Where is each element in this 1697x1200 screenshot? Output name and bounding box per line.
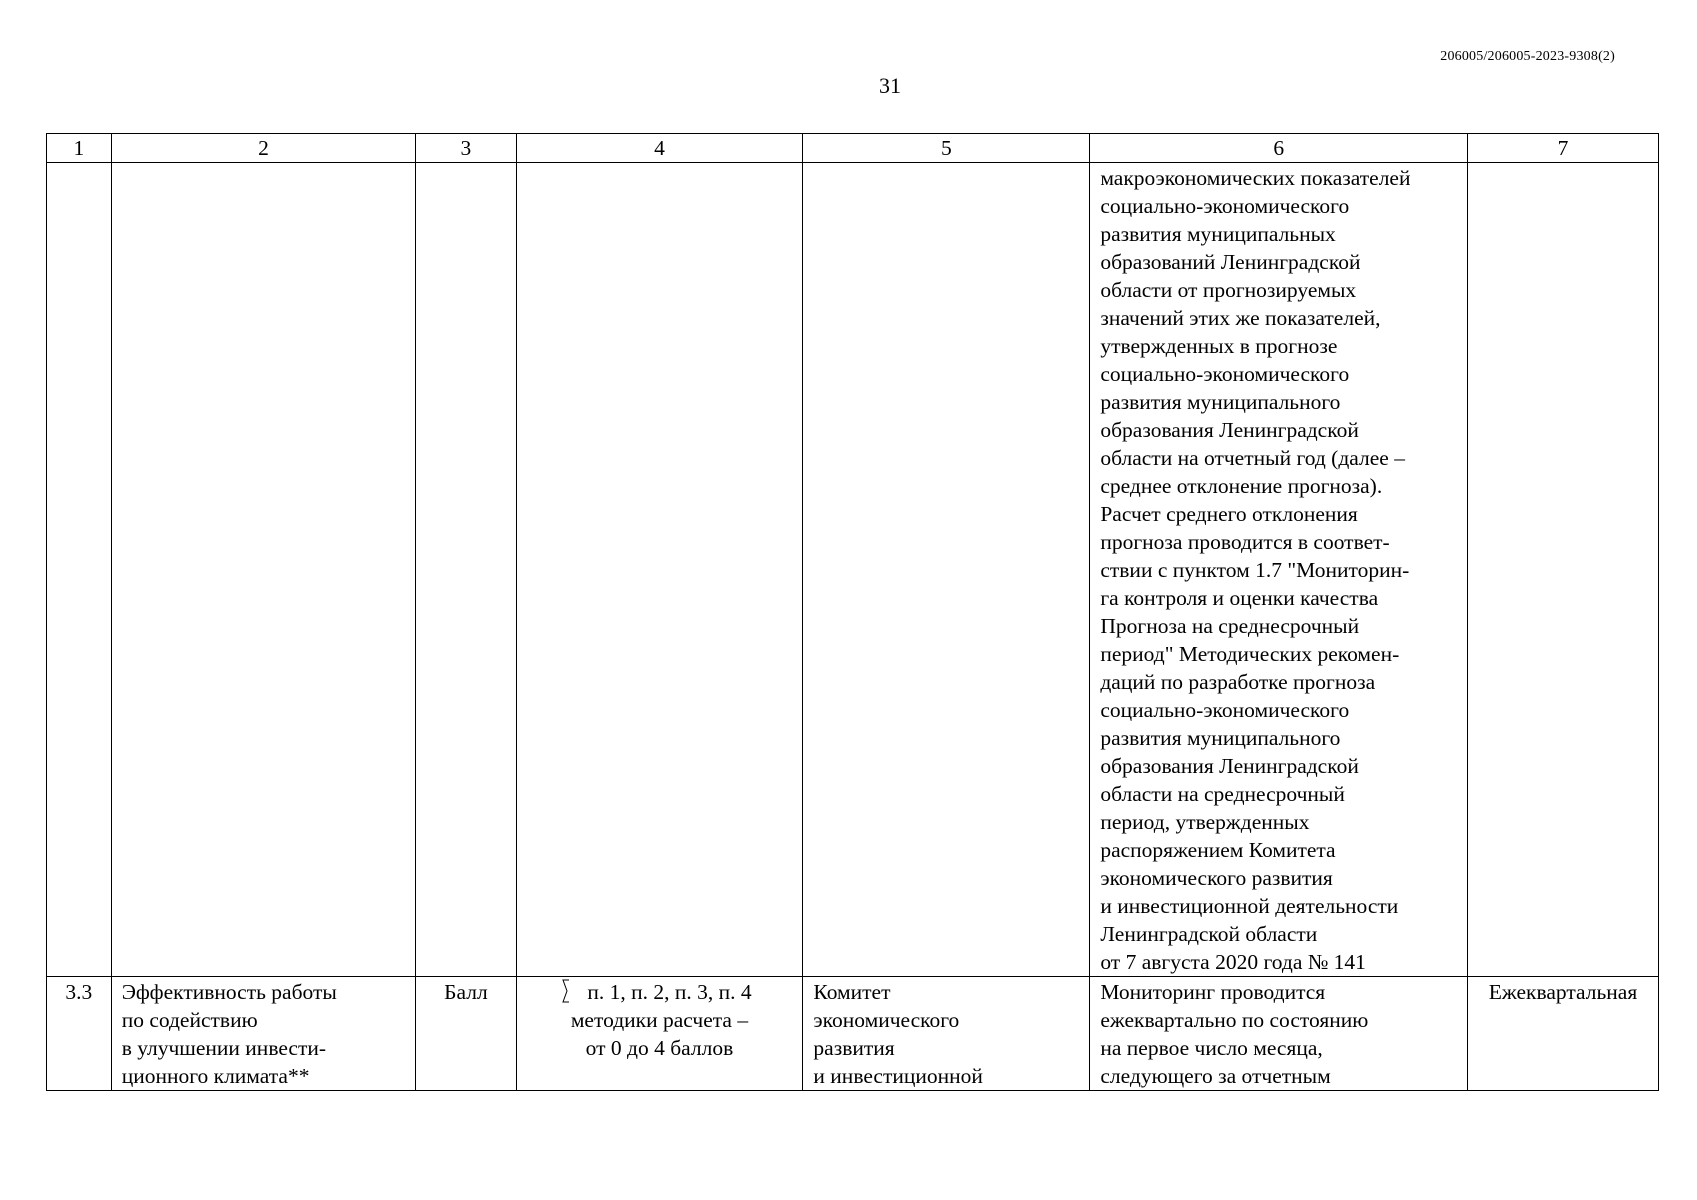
text-line: социально-экономического [1100,698,1350,722]
text-line: области от прогнозируемых [1100,278,1357,302]
text-line: даций по разработке прогноза [1100,670,1376,694]
text-line: развития муниципального [1100,726,1341,750]
text-line: методики расчета – [570,1008,749,1032]
page-number: 31 [879,73,901,98]
text-line: развития [813,1036,895,1060]
cell-formula [516,163,803,977]
cell-responsible [803,163,1090,977]
cell-number: 3.3 [47,977,112,1091]
text-line: развития муниципальных [1100,222,1336,246]
column-number: 3 [416,134,516,163]
text-line: распоряжением Комитета [1100,838,1336,862]
text-line: образования Ленинградской [1100,754,1359,778]
text-line: период" Методических рекомен- [1100,642,1400,666]
table-row-continuation [47,163,1659,977]
cell-periodicity [1468,163,1659,977]
text-line: Эффективность работы [121,980,337,1004]
text-line: социально-экономического [1100,362,1350,386]
text-line: период, утвержденных [1100,810,1310,834]
text-line: образования Ленинградской [1100,418,1359,442]
text-line: Комитет [813,980,891,1004]
column-number-row [47,134,1659,163]
text-line: прогноза проводится в соответ- [1100,530,1390,554]
cell-unit [416,163,516,977]
text-line: п. 1, п. 2, п. 3, п. 4 [587,980,752,1004]
cell-formula [516,977,803,1091]
column-number: 7 [1468,134,1659,163]
cell-unit: Балл [416,977,516,1091]
table-row-3-3 [47,977,1659,1091]
text-line: от 7 августа 2020 года № 141 [1100,950,1366,974]
formula-line [527,978,793,1006]
text-line: следующего за отчетным [1100,1064,1331,1088]
column-number: 4 [516,134,803,163]
text-line: на первое число месяца, [1100,1036,1323,1060]
column-number: 5 [803,134,1090,163]
text-line: образований Ленинградской [1100,250,1361,274]
text-line: развития муниципального [1100,390,1341,414]
text-line: Прогноза на среднесрочный [1100,614,1360,638]
cell-method-description [1090,163,1468,977]
text-line: га контроля и оценки качества [1100,586,1379,610]
text-line: среднее отклонение прогноза). [1100,474,1383,498]
text-line: Ленинградской области [1100,922,1318,946]
column-number: 1 [47,134,112,163]
summation-icon [561,978,571,1004]
text-line: экономического [813,1008,960,1032]
cell-indicator [111,977,416,1091]
text-line: Расчет среднего отклонения [1100,502,1358,526]
text-line: по содействию [121,1008,258,1032]
text-line: социально-экономического [1100,194,1350,218]
text-line: ствии с пунктом 1.7 "Мониторин- [1100,558,1410,582]
cell-method-description [1090,977,1468,1091]
text-line: области на среднесрочный [1100,782,1345,806]
text-line: экономического развития [1100,866,1333,890]
text-line: утвержденных в прогнозе [1100,334,1338,358]
text-line: ционного климата** [121,1064,310,1088]
column-number: 2 [111,134,416,163]
cell-periodicity: Ежеквартальная [1468,977,1659,1091]
column-number: 6 [1090,134,1468,163]
text-line: в улучшении инвести- [121,1036,327,1060]
cell-number [47,163,112,977]
cell-responsible [803,977,1090,1091]
indicators-table [46,133,1659,1091]
text-line: и инвестиционной [813,1064,983,1088]
text-line: значений этих же показателей, [1100,306,1381,330]
cell-indicator [111,163,416,977]
text-line: макроэкономических показателей [1100,166,1411,190]
text-line: и инвестиционной деятельности [1100,894,1399,918]
text-line: ежеквартально по состоянию [1100,1008,1369,1032]
text-line: от 0 до 4 баллов [585,1036,734,1060]
document-id: 206005/206005-2023-9308(2) [1440,49,1615,64]
text-line: области на отчетный год (далее – [1100,446,1405,470]
text-line: Мониторинг проводится [1100,980,1326,1004]
